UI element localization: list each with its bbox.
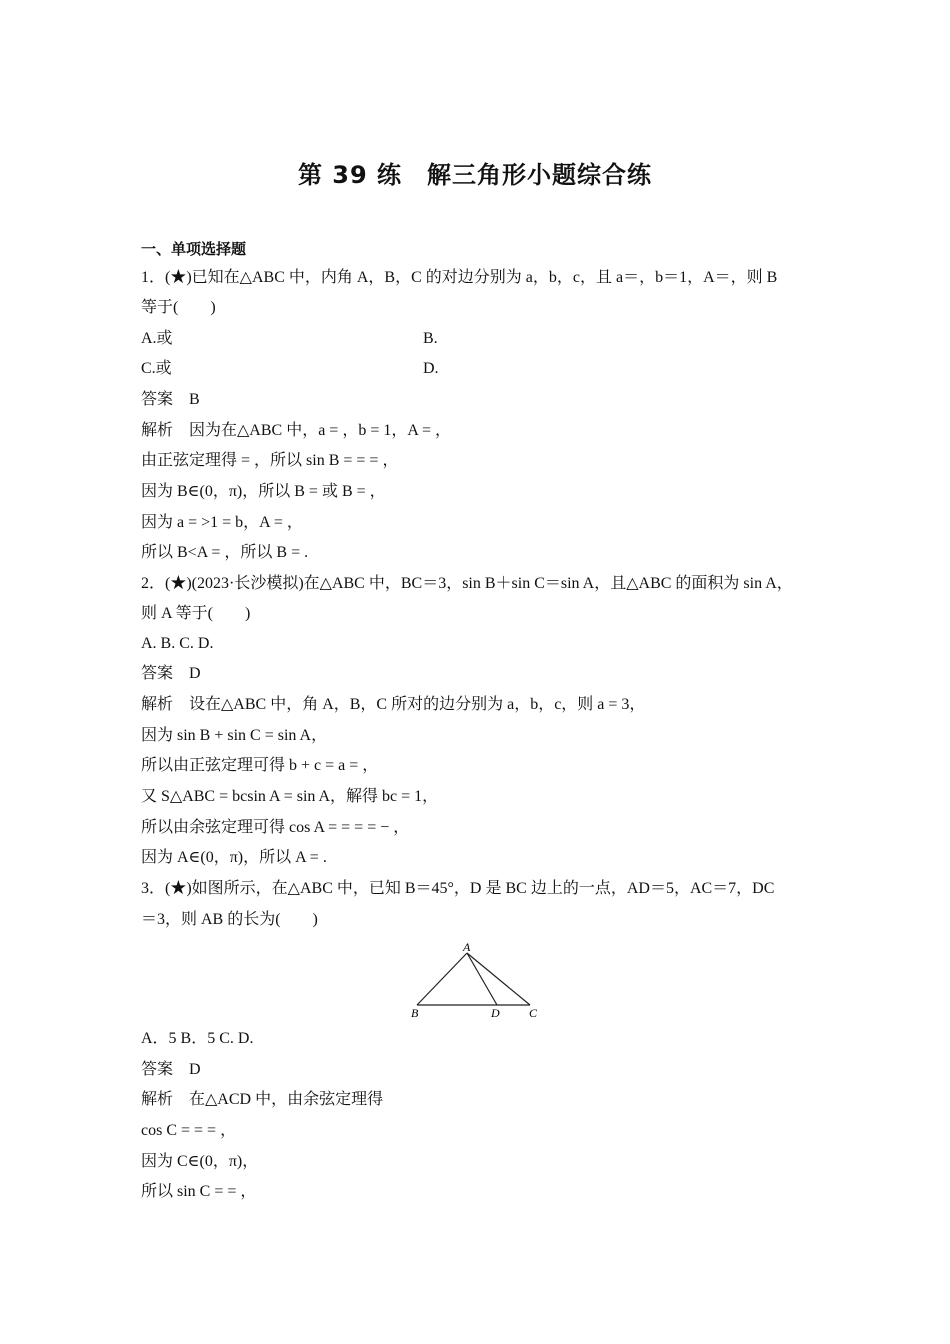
q2-stem-line1: 2．(★)(2023·长沙模拟)在△ABC 中，BC＝3，sin B＋sin C＝sin A，且△ABC 的面积为 sin A， [141,575,793,592]
q2-analysis-line: 解析 设在△ABC 中，角 A，B，C 所对的边分别为 a，b，c，则 a = 3， [141,696,646,713]
q1-stem-line2: 等于( ) [141,299,216,316]
q2-analysis-line: 因为 A∈(0，π)，所以 A = . [141,849,327,866]
q1-analysis-line: 解析 因为在△ABC 中，a = ，b = 1，A = ， [141,422,452,439]
segment-ad [467,953,497,1005]
q2-analysis-line: 因为 sin B + sin C = sin A， [141,727,328,744]
q2-options: A. B. C. D. [141,635,214,652]
q2-answer: 答案 D [141,665,201,682]
q2-stem-line2: 则 A 等于( ) [141,605,251,622]
label-a: A [463,940,471,954]
page-title: 第 39 练 解三角形小题综合练 [297,161,653,189]
q1-analysis-line: 所以 B<A = ，所以 B = . [141,544,309,561]
q1-answer: 答案 B [141,391,200,408]
q3-answer: 答案 D [141,1061,201,1078]
q3-stem-line1: 3．(★)如图所示，在△ABC 中，已知 B＝45°，D 是 BC 边上的一点，AD＝5，AC＝7，DC [141,880,775,897]
q1-option-a: A.或 [141,330,173,347]
q3-analysis-line: 解析 在△ACD 中，由余弦定理得 [141,1091,384,1108]
q2-analysis-line: 又 S△ABC = bcsin A = sin A，解得 bc = 1， [141,788,439,805]
side-ac [467,953,530,1005]
q3-analysis-line: 所以 sin C = = ， [141,1183,257,1200]
label-b: B [411,1006,419,1020]
q2-analysis-line: 所以由正弦定理可得 b + c = a = ， [141,757,379,774]
q1-analysis-line: 因为 a = >1 = b，A = ， [141,514,303,531]
label-c: C [529,1006,538,1020]
q1-option-b: B. [423,330,438,347]
q1-stem-line1: 1．(★)已知在△ABC 中，内角 A，B，C 的对边分别为 a，b，c，且 a＝，b＝1，A＝，则 B [141,269,778,286]
q3-analysis-line: cos C = = = ， [141,1122,237,1139]
side-ab [417,953,467,1005]
q3-options: A．5 B．5 C. D. [141,1030,254,1047]
label-d: D [491,1006,500,1020]
triangle-figure [405,938,555,1020]
q1-analysis-line: 由正弦定理得 = ，所以 sin B = = = ， [141,452,399,469]
section-heading: 一、单项选择题 [141,240,247,258]
q2-analysis-line: 所以由余弦定理可得 cos A = = = = − ， [141,819,410,836]
q3-stem-line2: ＝3，则 AB 的长为( ) [141,911,318,928]
q3-analysis-line: 因为 C∈(0，π)， [141,1153,259,1170]
q1-analysis-line: 因为 B∈(0，π)，所以 B = 或 B = ， [141,483,386,500]
q1-option-c: C.或 [141,360,172,377]
q1-option-d: D. [423,360,439,377]
